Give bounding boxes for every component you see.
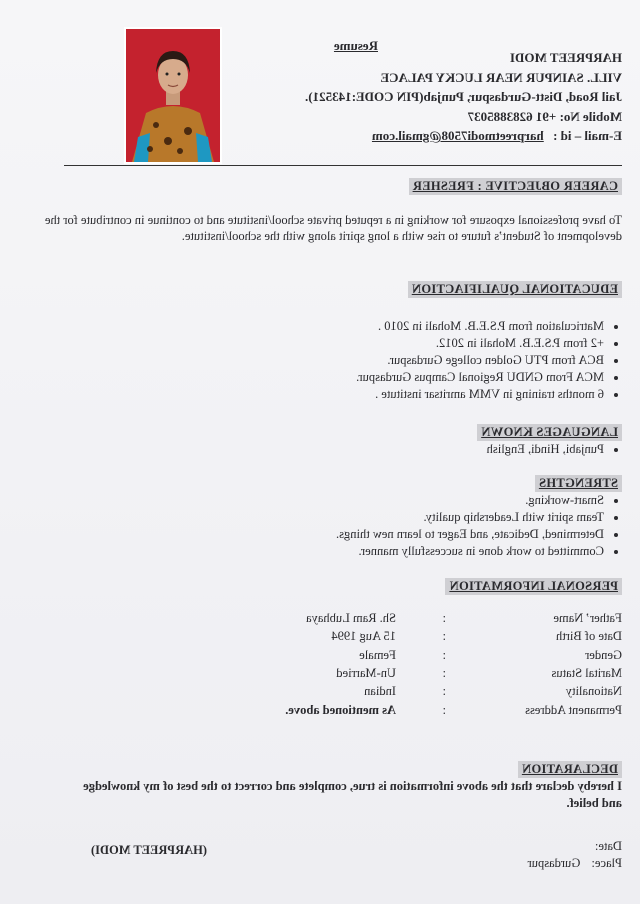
personal-label: Marital Status [551, 666, 622, 680]
place-label: Place: [591, 856, 622, 870]
place-line [528, 855, 622, 871]
mobile-line [305, 107, 622, 127]
personal-value: Indian [364, 684, 396, 698]
list-item: • +2 from P.S.E.B. Mohali in 2012. [120, 335, 604, 352]
personal-label: Date of Birth [556, 629, 622, 643]
personal-value: As mentioned above. [285, 703, 396, 717]
separator: : [442, 666, 446, 680]
contact-block [305, 48, 622, 146]
languages-list [120, 441, 640, 458]
personal-value: Sh. Ram Lubhaya [306, 611, 396, 625]
resume-title: Resume [333, 38, 378, 53]
list-item: • 6 months training in VMM amritsar institute . [120, 386, 604, 403]
declaration-text: I hereby declare that the above information is true, complete and correct to the best of my knowledge and belief. [83, 779, 622, 810]
list-item: • Committed to work done in successfully manner. [120, 543, 604, 560]
declaration-heading: DECLARATION [518, 761, 622, 778]
career-objective-heading: CAREER OBJECTIVE : FRESHER [409, 178, 622, 195]
personal-value: Female [359, 648, 396, 662]
strengths-list [120, 492, 640, 560]
personal-info-heading: PERSONAL INFORMATION [445, 578, 622, 595]
email-label: E-mail – id : [553, 128, 622, 143]
list-item: • Matriculation from P.S.E.B. Mohali in 2010 . [120, 318, 604, 335]
personal-label: Nationality [565, 684, 622, 698]
address-line-2: Jail Road, Distt-Gurdaspur, Punjab(PIN CODE:143521). [305, 89, 622, 104]
signature-name: (HARPREET MODI) [90, 843, 207, 857]
list-item: • Determined, Dedicate, and Eager to learn new things. [120, 526, 604, 543]
separator: : [442, 611, 446, 625]
list-item: • MCA From GNDU Regional Campus Gurdaspur. [120, 369, 604, 386]
strengths-list-wrap [120, 492, 640, 560]
profile-photo [126, 29, 220, 162]
personal-value: 15 Aug 1994 [331, 629, 396, 643]
list-item: • Smart-working. [120, 492, 604, 509]
education-list-wrap [120, 318, 640, 403]
list-item: • Punjabi, Hindi, English [120, 441, 604, 458]
email-line [305, 126, 622, 146]
place-value: Gurdaspur [527, 856, 581, 870]
email-value: harpreetmodi7508@gmail.com [371, 128, 544, 143]
header-divider [64, 165, 622, 166]
education-heading: EDUCATIONAL QUALIFIACTION [408, 281, 622, 298]
address-line-1: VILL. SAINPUR NEAR LUCKY PALACE [380, 69, 622, 85]
date-label: Date: [594, 839, 622, 853]
strengths-heading: STRENGTHS [535, 475, 622, 492]
languages-heading: LANGUAGES KNOWN [477, 424, 622, 441]
personal-label: Permanent Address [525, 703, 622, 717]
personal-label: Father’ Name [553, 611, 622, 625]
personal-label: Gender [585, 648, 622, 662]
list-item: • Team spirit with Leadership quality. [120, 509, 604, 526]
separator: : [442, 684, 446, 698]
mobile-value: +91 6283885037 [467, 108, 557, 124]
education-list [120, 318, 640, 403]
separator: : [442, 629, 446, 643]
list-item: • BCA from PTU Golden college Gurdaspur. [120, 352, 604, 369]
personal-info-table [182, 611, 622, 721]
separator: : [442, 703, 446, 717]
mobile-label: Mobile No: [559, 108, 622, 124]
languages-list-wrap [120, 441, 640, 458]
career-objective-text: To have professional exposure for working in a reputed private school/institute and to continue in contribute for the development of Student’s future to rise with a long spirit along with the school/institute. [44, 213, 622, 243]
personal-value: Un-Married [336, 666, 396, 680]
separator: : [442, 648, 446, 662]
candidate-name: HARPREET MODI [509, 50, 622, 65]
